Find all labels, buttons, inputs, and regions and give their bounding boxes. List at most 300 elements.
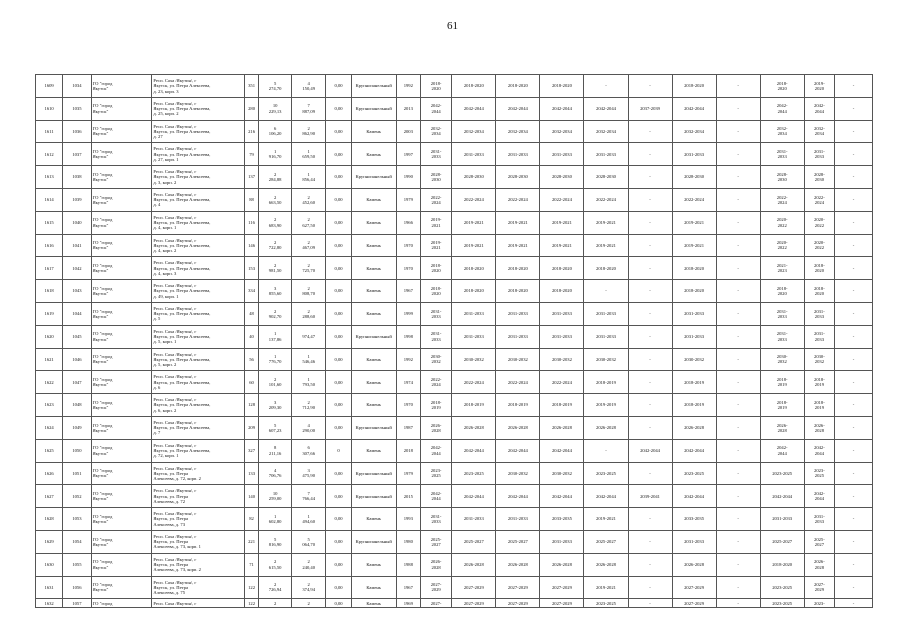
cell-energy-period: -	[716, 508, 760, 531]
cell-total-area: 2 981,50	[259, 257, 292, 280]
cell-facade-period: 2031-2033	[452, 302, 496, 325]
cell-attic-period: 2018-2020	[760, 553, 804, 576]
cell-roof-period: 2030- 2032	[420, 348, 451, 371]
cell-row-number: 1618	[36, 280, 63, 303]
cell-foundation-period: 2022-2024	[540, 371, 584, 394]
table-row	[36, 75, 873, 98]
cell-window-period: 2031- 2033	[804, 302, 834, 325]
cell-id: 1044	[63, 302, 91, 325]
cell-elevator-period: 2031-2033	[584, 302, 628, 325]
cell-total-area: 2 726,94	[259, 576, 292, 599]
cell-basement-period: 2019-2021	[672, 211, 716, 234]
cell-energy-period: -	[716, 143, 760, 166]
cell-row-number: 1627	[36, 485, 63, 508]
cell-elevator-period: 2018-2019	[584, 371, 628, 394]
cell-energy-period: -	[716, 348, 760, 371]
cell-engineering-period: 2022-2024	[496, 371, 540, 394]
cell-elevator-period: 2042-2044	[584, 485, 628, 508]
cell-row-number: 1609	[36, 75, 63, 98]
cell-build-year: 1992	[396, 75, 420, 98]
cell-energy-period: -	[716, 234, 760, 257]
cell-elevator-2-period: -	[628, 234, 672, 257]
cell-basement-period: 2042-2044	[672, 97, 716, 120]
cell-address: Респ. Саха /Якутия/, г Якутск, ул. Петра Алексеева, д. 5, корп. 2	[152, 348, 244, 371]
cell-total-area: 2 284,88	[259, 166, 292, 189]
cell-window-period: 2042- 2044	[804, 97, 834, 120]
cell-residents: 82	[244, 508, 259, 531]
cell-municipality: ГО "город Якутск"	[91, 143, 152, 166]
cell-living-area: 3 475,90	[291, 462, 326, 485]
cell-address: Респ. Саха /Якутия/, г Якутск, ул. Петра Алексеева, д. 4	[152, 188, 244, 211]
cell-basement-period: 2042-2044	[672, 439, 716, 462]
cell-facade-period: 2032-2034	[452, 120, 496, 143]
cell-living-area: 2 627,50	[291, 211, 326, 234]
cell-window-period: 2028- 2030	[804, 166, 834, 189]
cell-elevator-2-period: -	[628, 143, 672, 166]
cell-address: Респ. Саха /Якутия/, г Якутск, ул. Петра Алексеева, д. 49, корп. 1	[152, 280, 244, 303]
cell-window-period: 2020- 2022	[804, 211, 834, 234]
cell-build-year: 1980	[396, 530, 420, 553]
cell-municipality: ГО "город Якутск"	[91, 280, 152, 303]
cell-total-area: 3 209,30	[259, 394, 292, 417]
cell-attic-period: 2021- 2023	[760, 257, 804, 280]
cell-engineering-period: 2031-2033	[496, 508, 540, 531]
cell-total-area: 8 211,16	[259, 439, 292, 462]
cell-elevator-2-period: -	[628, 75, 672, 98]
cell-energy-period: -	[716, 325, 760, 348]
cell-build-year: 1969	[396, 599, 420, 608]
cell-residents: 128	[244, 394, 259, 417]
cell-elevator-period: 2030-2032	[584, 348, 628, 371]
cell-elevator-2-period: -	[628, 325, 672, 348]
cell-foundation-period: 2028-2030	[540, 166, 584, 189]
cell-municipality: ГО "город Якутск"	[91, 234, 152, 257]
cell-elevator-2-period: -	[628, 280, 672, 303]
cell-residents: 334	[244, 280, 259, 303]
cell-energy-period: -	[716, 280, 760, 303]
cell-address: Респ. Саха /Якутия/, г Якутск, ул. Петра Алексеева, д. 75	[152, 576, 244, 599]
cell-facade-period: 2027-2029	[452, 599, 496, 608]
cell-living-area: 1 659,50	[291, 143, 326, 166]
cell-roof-period: 2019- 2021	[420, 211, 451, 234]
cell-foundation-period: 2031-2033	[540, 530, 584, 553]
cell-facade-period: 2031-2033	[452, 325, 496, 348]
cell-facade-period: 2028-2030	[452, 166, 496, 189]
cell-elevator-2-period: 2039-2041	[628, 485, 672, 508]
cell-wall-material: Крупнопанельный	[351, 75, 396, 98]
cell-id: 1055	[63, 553, 91, 576]
cell-window-period: 2020- 2022	[804, 234, 834, 257]
cell-attic-period: 2031-2033	[760, 508, 804, 531]
cell-engineering-period: 2026-2028	[496, 416, 540, 439]
table-row	[36, 257, 873, 280]
cell-address: Респ. Саха /Якутия/, г Якутск, ул. Петра Алексеева, д. 4, корп. 3	[152, 257, 244, 280]
cell-attic-period: 2042-2044	[760, 485, 804, 508]
cell-id: 1045	[63, 325, 91, 348]
cell-window-period: 2032- 2034	[804, 120, 834, 143]
table-row	[36, 97, 873, 120]
cell-elevator-2-period: -	[628, 348, 672, 371]
cell-attic-period: 2018- 2020	[760, 280, 804, 303]
cell-elevator-period: 2032-2034	[584, 120, 628, 143]
cell-municipality: ГО "город Якутск"	[91, 394, 152, 417]
table-row	[36, 302, 873, 325]
cell-total-area: 2 101,60	[259, 371, 292, 394]
cell-nonresidential-area: 0,00	[326, 257, 351, 280]
cell-nonresidential-area: 0,00	[326, 302, 351, 325]
cell-total-area: 2 722,80	[259, 234, 292, 257]
cell-basement-period: 2033-2035	[672, 508, 716, 531]
cell-id: 1042	[63, 257, 91, 280]
cell-living-area: 2 712,90	[291, 394, 326, 417]
cell-elevator-period: 2026-2028	[584, 416, 628, 439]
cell-facade-period: 2042-2044	[452, 485, 496, 508]
cell-row-number: 1620	[36, 325, 63, 348]
cell-elevator-2-period: -	[628, 211, 672, 234]
table-row	[36, 143, 873, 166]
cell-total-area: 2	[259, 599, 292, 608]
cell-window-period: 2018- 2020	[804, 280, 834, 303]
cell-facade-period: 2022-2024	[452, 371, 496, 394]
cell-roof-period: 2018- 2020	[420, 75, 451, 98]
cell-note: -	[835, 211, 873, 234]
table-row	[36, 416, 873, 439]
cell-window-period: 2026- 2028	[804, 553, 834, 576]
cell-wall-material: Камень	[351, 120, 396, 143]
cell-municipality: ГО "город Якутск"	[91, 416, 152, 439]
cell-engineering-period: 2027-2029	[496, 576, 540, 599]
cell-elevator-2-period: -	[628, 394, 672, 417]
cell-residents: 40	[244, 325, 259, 348]
cell-address: Респ. Саха /Якутия/, г	[152, 599, 244, 608]
cell-facade-period: 2022-2024	[452, 188, 496, 211]
cell-roof-period: 2025- 2027	[420, 530, 451, 553]
cell-build-year: 1979	[396, 188, 420, 211]
cell-id: 1036	[63, 120, 91, 143]
cell-build-year: 1970	[396, 234, 420, 257]
cell-elevator-2-period: -	[628, 576, 672, 599]
cell-foundation-period: 2026-2028	[540, 416, 584, 439]
cell-note: -	[835, 416, 873, 439]
cell-nonresidential-area: 0,00	[326, 97, 351, 120]
cell-note: -	[835, 302, 873, 325]
cell-engineering-period: 2018-2020	[496, 280, 540, 303]
cell-engineering-period: 2026-2028	[496, 553, 540, 576]
cell-attic-period: 2023-2025	[760, 462, 804, 485]
cell-residents: 153	[244, 257, 259, 280]
cell-roof-period: 2023- 2025	[420, 462, 451, 485]
cell-foundation-period: 2027-2029	[540, 599, 584, 608]
cell-address: Респ. Саха /Якутия/, г Якутск, ул. Петра Алексеева, д. 4, корп. 1	[152, 211, 244, 234]
cell-wall-material: Камень	[351, 280, 396, 303]
cell-total-area: 5 816,90	[259, 530, 292, 553]
cell-roof-period: 2026- 2028	[420, 553, 451, 576]
cell-municipality: ГО "город	[91, 599, 152, 608]
cell-basement-period: 2028-2030	[672, 166, 716, 189]
cell-window-period: 2023-	[804, 599, 834, 608]
cell-foundation-period: 2026-2028	[540, 553, 584, 576]
cell-total-area: 4 706,76	[259, 462, 292, 485]
cell-engineering-period: 2031-2033	[496, 325, 540, 348]
cell-elevator-2-period: 2037-2039	[628, 97, 672, 120]
cell-residents: 116	[244, 211, 259, 234]
cell-window-period: 2031- 2033	[804, 143, 834, 166]
cell-residents: 280	[244, 97, 259, 120]
cell-foundation-period: 2042-2044	[540, 439, 584, 462]
cell-foundation-period: 2030-2032	[540, 348, 584, 371]
cell-id: 1053	[63, 508, 91, 531]
cell-build-year: 1974	[396, 371, 420, 394]
cell-engineering-period: 2018-2019	[496, 394, 540, 417]
cell-roof-period: 2019- 2021	[420, 234, 451, 257]
cell-residents: 351	[244, 75, 259, 98]
cell-wall-material: Камень	[351, 234, 396, 257]
cell-basement-period: 2018-2020	[672, 280, 716, 303]
cell-facade-period: 2027-2029	[452, 576, 496, 599]
cell-municipality: ГО "город Якутск"	[91, 508, 152, 531]
table-row	[36, 599, 873, 608]
cell-residents: 221	[244, 530, 259, 553]
cell-energy-period: -	[716, 599, 760, 608]
cell-roof-period: 2031- 2033	[420, 325, 451, 348]
cell-build-year: 1966	[396, 211, 420, 234]
cell-wall-material: Камень	[351, 394, 396, 417]
cell-municipality: ГО "город Якутск"	[91, 462, 152, 485]
cell-row-number: 1630	[36, 553, 63, 576]
cell-facade-period: 2042-2044	[452, 97, 496, 120]
cell-row-number: 1610	[36, 97, 63, 120]
cell-build-year: 1988	[396, 553, 420, 576]
cell-nonresidential-area: 0,00	[326, 485, 351, 508]
cell-basement-period: 2027-2029	[672, 576, 716, 599]
cell-roof-period: 2031- 2033	[420, 508, 451, 531]
cell-elevator-period: -	[584, 439, 628, 462]
cell-row-number: 1613	[36, 166, 63, 189]
cell-living-area: 1 793,50	[291, 371, 326, 394]
cell-basement-period: 2026-2028	[672, 416, 716, 439]
cell-basement-period: 2030-2032	[672, 348, 716, 371]
cell-total-area: 2 663,50	[259, 188, 292, 211]
cell-elevator-period: 2019-2019	[584, 394, 628, 417]
cell-row-number: 1631	[36, 576, 63, 599]
cell-note: -	[835, 257, 873, 280]
cell-wall-material: Камень	[351, 348, 396, 371]
cell-window-period: 2042- 2044	[804, 485, 834, 508]
cell-municipality: ГО "город Якутск"	[91, 166, 152, 189]
cell-elevator-2-period: 2042-2044	[628, 439, 672, 462]
cell-engineering-period: 2028-2030	[496, 166, 540, 189]
cell-id: 1040	[63, 211, 91, 234]
cell-note: -	[835, 439, 873, 462]
cell-nonresidential-area: 0,00	[326, 576, 351, 599]
cell-basement-period: 2031-2033	[672, 325, 716, 348]
cell-row-number: 1632	[36, 599, 63, 608]
cell-wall-material: Крупнопанельный	[351, 97, 396, 120]
cell-basement-period: 2023-2025	[672, 462, 716, 485]
cell-roof-period: 2027- 2029	[420, 576, 451, 599]
cell-facade-period: 2025-2027	[452, 530, 496, 553]
cell-facade-period: 2026-2028	[452, 416, 496, 439]
cell-engineering-period: 2018-2020	[496, 257, 540, 280]
table-row	[36, 188, 873, 211]
cell-nonresidential-area: 0,00	[326, 394, 351, 417]
cell-window-period: 2018- 2019	[804, 394, 834, 417]
cell-foundation-period: 2033-2035	[540, 508, 584, 531]
cell-roof-period: 2027-	[420, 599, 451, 608]
cell-residents: 48	[244, 302, 259, 325]
cell-window-period: 2026- 2028	[804, 416, 834, 439]
cell-elevator-2-period: -	[628, 188, 672, 211]
cell-row-number: 1619	[36, 302, 63, 325]
cell-living-area: 2 240,40	[291, 553, 326, 576]
cell-build-year: 1979	[396, 462, 420, 485]
cell-elevator-period: -	[584, 75, 628, 98]
cell-roof-period: 2022- 2024	[420, 188, 451, 211]
cell-nonresidential-area: 0,00	[326, 211, 351, 234]
cell-wall-material: Камень	[351, 257, 396, 280]
cell-energy-period: -	[716, 553, 760, 576]
cell-row-number: 1622	[36, 371, 63, 394]
cell-engineering-period: 2025-2027	[496, 530, 540, 553]
cell-total-area: 1 137,86	[259, 325, 292, 348]
table-row	[36, 348, 873, 371]
cell-basement-period: 2031-2033	[672, 143, 716, 166]
cell-total-area: 5 274,70	[259, 75, 292, 98]
cell-living-area: 6 307,66	[291, 439, 326, 462]
cell-basement-period: 2019-2021	[672, 234, 716, 257]
cell-id: 1046	[63, 348, 91, 371]
cell-elevator-period: 2019-2021	[584, 576, 628, 599]
cell-elevator-period: 2026-2028	[584, 553, 628, 576]
cell-energy-period: -	[716, 394, 760, 417]
cell-elevator-2-period: -	[628, 166, 672, 189]
cell-build-year: 2015	[396, 485, 420, 508]
cell-address: Респ. Саха /Якутия/, г Якутск, ул. Петра Алексеева, д. 6, корп. 2	[152, 394, 244, 417]
cell-total-area: 6 106,20	[259, 120, 292, 143]
cell-address: Респ. Саха /Якутия/, г Якутск, ул. Петра Алексеева, д. 72	[152, 485, 244, 508]
cell-elevator-2-period: -	[628, 508, 672, 531]
cell-elevator-period: 2018-2020	[584, 257, 628, 280]
cell-build-year: 1970	[396, 394, 420, 417]
cell-attic-period: 2022- 2024	[760, 188, 804, 211]
cell-elevator-2-period: -	[628, 302, 672, 325]
cell-wall-material: Камень	[351, 508, 396, 531]
cell-foundation-period: 2031-2033	[540, 325, 584, 348]
cell-build-year: 1967	[396, 280, 420, 303]
cell-id: 1052	[63, 485, 91, 508]
cell-elevator-period: -	[584, 280, 628, 303]
cell-foundation-period: 2032-2034	[540, 120, 584, 143]
cell-window-period: 2022- 2024	[804, 188, 834, 211]
cell-row-number: 1628	[36, 508, 63, 531]
cell-municipality: ГО "город Якутск"	[91, 188, 152, 211]
cell-engineering-period: 2030-2032	[496, 462, 540, 485]
cell-wall-material: Крупнопанельный	[351, 462, 396, 485]
cell-basement-period: 2018-2019	[672, 394, 716, 417]
cell-living-area: 5 064,70	[291, 530, 326, 553]
cell-elevator-2-period: -	[628, 257, 672, 280]
cell-living-area: 7 887,09	[291, 97, 326, 120]
cell-energy-period: -	[716, 257, 760, 280]
cell-nonresidential-area: 0,00	[326, 280, 351, 303]
cell-roof-period: 2042- 2044	[420, 485, 451, 508]
cell-elevator-2-period: -	[628, 462, 672, 485]
page-number: 61	[447, 20, 458, 32]
cell-roof-period: 2022- 2024	[420, 371, 451, 394]
cell-residents: 122	[244, 576, 259, 599]
cell-address: Респ. Саха /Якутия/, г Якутск, ул. Петра Алексеева, д. 25, корп. 2	[152, 97, 244, 120]
cell-note: -	[835, 508, 873, 531]
cell-wall-material: Крупнопанельный	[351, 166, 396, 189]
cell-row-number: 1617	[36, 257, 63, 280]
cell-note: -	[835, 325, 873, 348]
cell-foundation-period: 2019-2021	[540, 234, 584, 257]
cell-nonresidential-area: 0,00	[326, 143, 351, 166]
cell-living-area: 4 150,49	[291, 75, 326, 98]
cell-note: -	[835, 576, 873, 599]
table-row	[36, 371, 873, 394]
cell-elevator-period: 2019-2021	[584, 211, 628, 234]
table-row	[36, 211, 873, 234]
cell-engineering-period: 2032-2034	[496, 120, 540, 143]
cell-engineering-period: 2030-2032	[496, 348, 540, 371]
cell-engineering-period: 2019-2021	[496, 211, 540, 234]
cell-nonresidential-area: 0,00	[326, 234, 351, 257]
cell-address: Респ. Саха /Якутия/, г Якутск, ул. Петра Алексеева, д. 73	[152, 508, 244, 531]
cell-attic-period: 2018- 2020	[760, 75, 804, 98]
cell-municipality: ГО "город Якутск"	[91, 120, 152, 143]
cell-total-area: 2 683,90	[259, 211, 292, 234]
cell-address: Респ. Саха /Якутия/, г Якутск, ул. Петра Алексеева, д. 3, корп. 2	[152, 166, 244, 189]
cell-basement-period: 2018-2020	[672, 75, 716, 98]
cell-roof-period: 2042- 2044	[420, 97, 451, 120]
cell-foundation-period: 2019-2021	[540, 211, 584, 234]
cell-id: 1056	[63, 576, 91, 599]
cell-nonresidential-area: 0,00	[326, 188, 351, 211]
cell-engineering-period: 2022-2024	[496, 188, 540, 211]
cell-roof-period: 2031- 2033	[420, 143, 451, 166]
cell-engineering-period: 2031-2033	[496, 143, 540, 166]
cell-id: 1049	[63, 416, 91, 439]
cell-residents: 56	[244, 348, 259, 371]
cell-attic-period: 2042- 2044	[760, 439, 804, 462]
cell-facade-period: 2042-2044	[452, 439, 496, 462]
cell-note: -	[835, 462, 873, 485]
cell-elevator-2-period: -	[628, 553, 672, 576]
table-row	[36, 576, 873, 599]
cell-basement-period: 2027-2029	[672, 599, 716, 608]
cell-nonresidential-area: 0,00	[326, 508, 351, 531]
cell-living-area: 2 374,94	[291, 576, 326, 599]
cell-wall-material: Крупнопанельный	[351, 485, 396, 508]
cell-elevator-2-period: -	[628, 530, 672, 553]
cell-elevator-period: 2019-2021	[584, 508, 628, 531]
cell-window-period: 2042- 2044	[804, 439, 834, 462]
cell-elevator-2-period: -	[628, 120, 672, 143]
cell-attic-period: 2032- 2034	[760, 120, 804, 143]
cell-elevator-period: 2031-2033	[584, 143, 628, 166]
cell-municipality: ГО "город Якутск"	[91, 553, 152, 576]
cell-foundation-period: 2018-2020	[540, 280, 584, 303]
table-row	[36, 553, 873, 576]
cell-note: -	[835, 394, 873, 417]
cell-build-year: 1997	[396, 143, 420, 166]
cell-municipality: ГО "город Якутск"	[91, 211, 152, 234]
cell-foundation-period: 2030-2032	[540, 462, 584, 485]
cell-note: -	[835, 599, 873, 608]
cell-facade-period: 2031-2033	[452, 143, 496, 166]
cell-elevator-period: 2028-2030	[584, 166, 628, 189]
